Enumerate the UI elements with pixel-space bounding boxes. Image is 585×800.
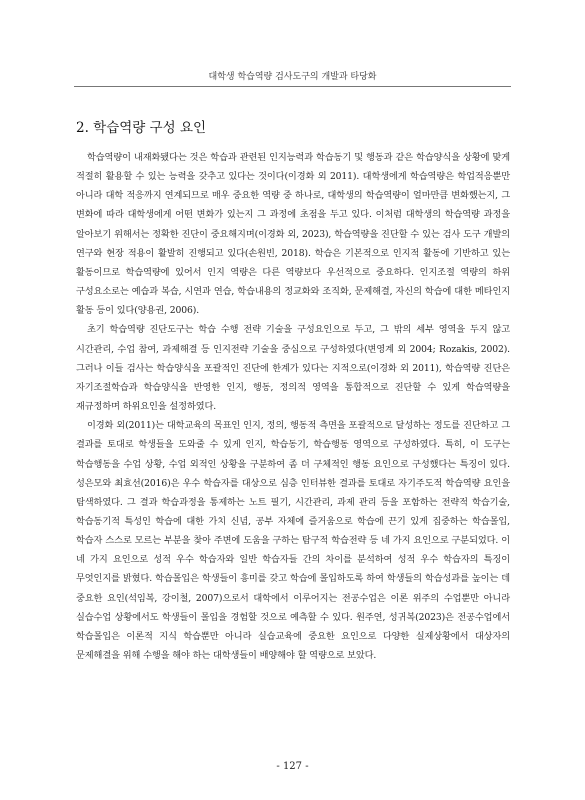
page-number: - 127 - <box>276 761 309 772</box>
paragraph-2: 초기 학습역량 진단도구는 학습 수행 전략 기술을 구성요인으로 두고, 그 밖의 세부 영역을 두지 않고 시간관리, 수업 참여, 과제해결 등 인지전략 기술을 중심으로 구성하였다(변영계 외 2004; Rozakis, 2002). 그러나 이들 검사는 학습양식을 포괄적인 진단에 한계가 있다는 지적으로(이경화 외 2011), 학습역량 진단은 자기조절학습과 학습양식을 반영한 인지, 행동, 정의적 영역을 통합적으로 진단할 수 있게 학습역량을 재규정하며 하위요인을 설정하였다. <box>76 324 510 413</box>
body-text <box>76 148 510 665</box>
header-divider <box>74 86 511 87</box>
running-header: 대학생 학습역량 검사도구의 개발과 타당화 <box>208 72 377 82</box>
paragraph-1: 학습역량이 내재화됐다는 것은 학습과 관련된 인지능력과 학습동기 및 행동과 같은 학습양식을 상황에 맞게 적절히 활용할 수 있는 능력을 갖추고 있다는 것이다(이경화 외 2011). 대학생에게 학습역량은 학업적응뿐만 아니라 대학 적응까지 연계되므로 매우 중요한 역량 중 하나로, 대학생의 학습역량이 얼마만큼 변화했는지, 그 변화에 따라 대학생에게 어떤 변화가 있는지 그 과정에 초점을 두고 있다. 이처럼 대학생의 학습역량 과정을 알아보기 위해서는 정확한 진단이 중요해지며(이경화 외, 2023), 학습역량을 진단할 수 있는 검사 도구 개발의 연구와 현장 적용이 활발히 진행되고 있다(손원빈, 2018). 학습은 기본적으로 인지적 활동에 기반하고 있는 활동이므로 학습역량에 있어서 인지 역량은 다른 역량보다 우선적으로 중요하다. 인지조절 역량의 하위 구성요소로는 예습과 복습, 시연과 연습, 학습내용의 정교화와 조직화, 문제해결, 자신의 학습에 대한 메타인지 활동 등이 있다(양용권, 2006). <box>76 152 510 317</box>
section-title: 2. 학습역량 구성 요인 <box>76 120 207 136</box>
paragraph-3: 이경화 외(2011)는 대학교육의 목표인 인지, 정의, 행동적 측면을 포괄적으로 달성하는 정도를 진단하고 그 결과를 토대로 학생들을 도와줄 수 있게 인지, 학습동기, 학습행동 영역으로 구성하였다. 특히, 이 도구는 학습행동을 수업 상황, 수업 외적인 상황을 구분하여 좀 더 구체적인 행동 요인으로 구성했다는 특징이 있다. 성은모와 최효선(2016)은 우수 학습자를 대상으로 심층 인터뷰한 결과를 토대로 자기주도적 학습역량 요인을 탐색하였다. 그 결과 학습과정을 통제하는 노트 필기, 시간관리, 과제 관리 등을 포함하는 전략적 학습기술, 학습동기적 특성인 학습에 대한 가치 신념, 공부 자체에 즐거움으로 학습에 끈기 있게 집중하는 학습몰입, 학습자 스스로 모르는 부분을 찾아 주변에 도움을 구하는 탐구적 학습전략 등 네 가지 요인으로 구분되었다. 이 네 가지 요인으로 성적 우수 학습자와 일반 학습자들 간의 차이를 분석하여 성적 우수 학습자의 특징이 무엇인지를 밝혔다. 학습몰입은 학생들이 흥미를 갖고 학습에 몰입하도록 하여 학생들의 학습성과를 높이는 데 중요한 요인(석임복, 강이철, 2007)으로서 대학에서 이루어지는 전공수업은 이론 위주의 수업뿐만 아니라 실습수업 상황에서도 학생들이 몰입을 경험할 것으로 예측할 수 있다. 원주연, 성귀복(2023)은 전공수업에서 학습몰입은 이론적 지식 학습뿐만 아니라 실습교육에 중요한 요인으로 다양한 실제상황에서 대상자의 문제해결을 위해 수행을 해야 하는 대학생들이 배양해야 할 역량으로 보았다. <box>76 420 510 662</box>
